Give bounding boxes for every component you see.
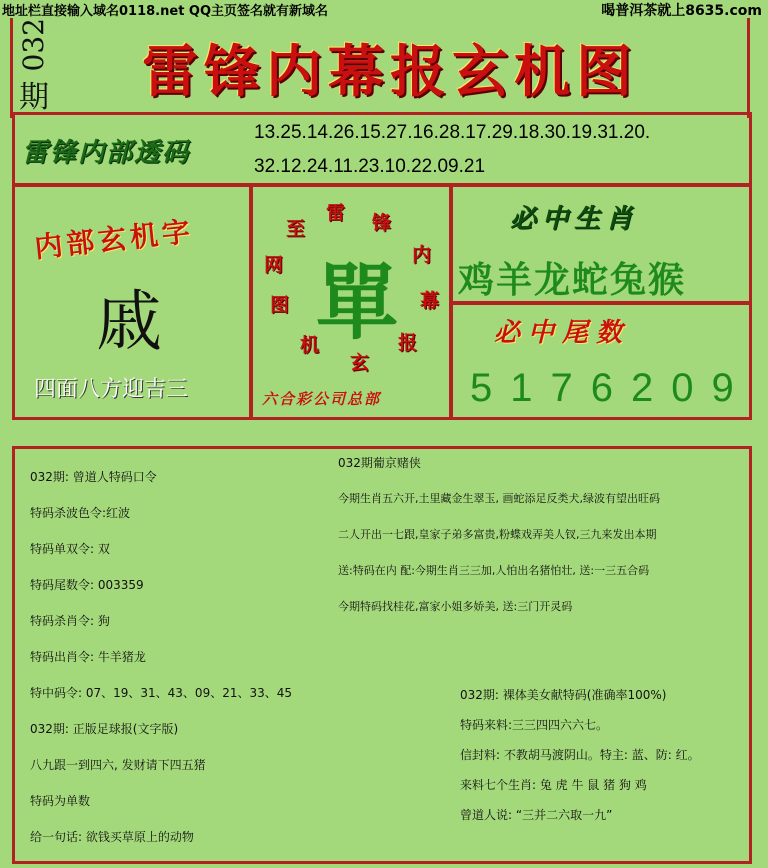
zodiac-value: 鸡羊龙蛇兔猴 (458, 259, 687, 301)
circle-char: 玄 (350, 352, 370, 374)
issue-suffix: 期 (19, 80, 49, 116)
circle-char: 内 (412, 244, 432, 266)
mystery-phrase: 四面八方迎吉三 (34, 377, 189, 402)
circle-char: 网 (264, 254, 284, 276)
circle-char: 雷 (326, 202, 346, 224)
left-text-line: 特码杀肖令: 狗 (30, 614, 110, 628)
left-text-line: 特码单双令: 双 (30, 542, 110, 556)
zodiac-label: 必中生肖 (510, 204, 639, 234)
mystery-label-text: 内部玄机字 (32, 214, 196, 265)
center-big-char: 單 (316, 255, 399, 351)
internal-numbers-line1: 13.25.14.26.15.27.16.28.17.29.18.30.19.31.20. (254, 122, 651, 143)
tail-label: 必中尾数 (494, 318, 631, 348)
right-text-line: 信封料: 不教胡马渡阴山。特主: 蓝、防: 红。 (460, 748, 700, 762)
issue-badge (12, 18, 56, 115)
left-text-line: 特码为单数 (30, 794, 91, 808)
internal-label: 雷锋内部透码 (22, 138, 191, 168)
right-text-line: 特码来料:三三四四六六七。 (460, 718, 609, 732)
circle-char: 幕 (420, 290, 440, 312)
right-text-line: 来料七个生肖: 兔 虎 牛 鼠 猪 狗 鸡 (460, 778, 647, 792)
left-text-line: 给一句话: 欲钱买草原上的动物 (30, 830, 194, 844)
tail-value: 5176209 (470, 366, 752, 410)
right-text-line: 送:特码在内 配:今期生肖三三加,人怕出名猪怕壮, 送:一三五合码 (338, 564, 650, 577)
left-text-line: 八九跟一到四六, 发财请下四五猪 (30, 758, 206, 772)
page-title: 雷锋内幕报玄机图 (142, 39, 638, 105)
left-text-line: 特码尾数令: 003359 (30, 578, 144, 592)
notice-sponsor-text: 喝普洱茶就上8635.com (601, 3, 762, 19)
circle-char: 机 (300, 334, 320, 356)
circle-char: 图 (270, 294, 290, 316)
mystery-label (28, 204, 238, 264)
left-text-line: 032期: 曾道人特码口令 (30, 470, 157, 484)
company-label: 六合彩公司总部 (262, 390, 382, 408)
right-text-line: 曾道人说: “三并二六取一九” (460, 808, 613, 822)
right-text-line: 032期: 裸体美女献特码(准确率100%) (460, 688, 667, 702)
left-text-line: 032期: 正版足球报(文字版) (30, 722, 179, 736)
internal-numbers-line2: 32.12.24.11.23.10.22.09.21 (254, 156, 486, 177)
left-text-line: 特中码令: 07、19、31、43、09、21、33、45 (30, 686, 293, 700)
issue-number: 032 (17, 18, 50, 72)
left-text-line: 特码杀波色令:红波 (30, 506, 131, 520)
right-text-line: 032期葡京赌侠 (338, 456, 421, 470)
circle-char: 报 (398, 332, 418, 354)
notice-domain-text: 地址栏直接输入域名0118.net QQ主页签名就有新域名 (2, 4, 329, 19)
right-text-line: 今期特码找桂花,富家小姐多娇美, 送:三门开灵码 (338, 600, 573, 613)
left-text-line: 特码出肖令: 牛羊猪龙 (30, 650, 146, 664)
circle-char: 至 (286, 218, 306, 240)
right-text-line: 今期生肖五六开,土里藏金生翠玉, 画蛇添足反类犬,绿波有望出旺码 (338, 492, 660, 505)
mystery-char: 戚 (96, 283, 162, 360)
right-text-line: 二人开出一七跟,皇家子弟多富贵,粉蝶戏弄美人钗,三九来发出本期 (338, 528, 657, 541)
circle-char: 锋 (372, 212, 392, 234)
